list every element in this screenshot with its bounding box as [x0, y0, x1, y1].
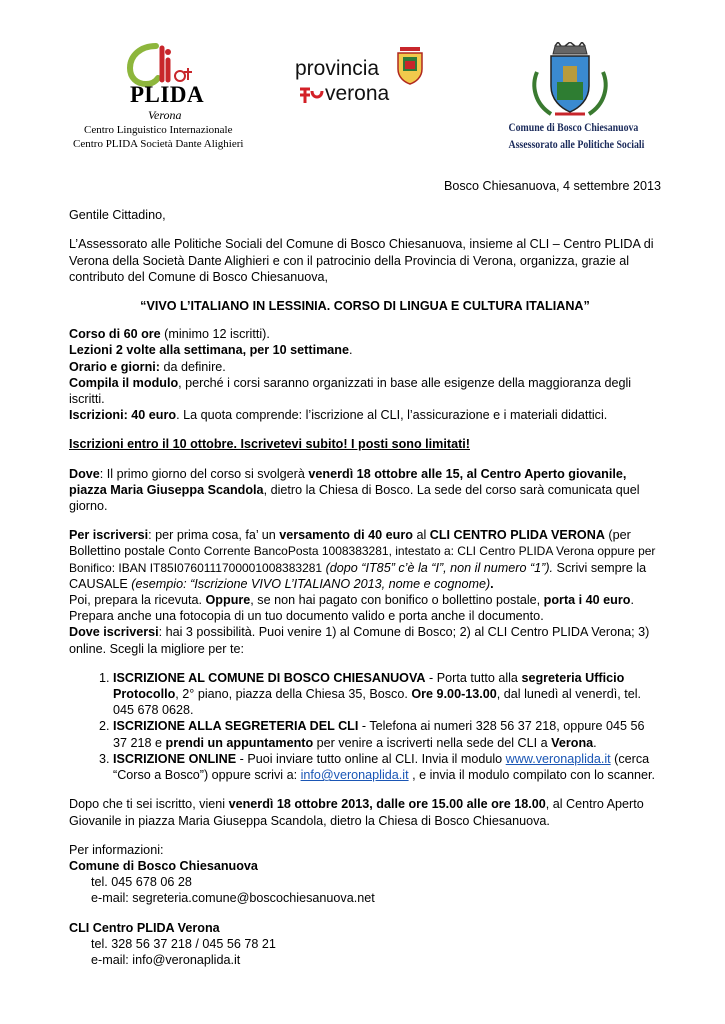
option-online-title: ISCRIZIONE ONLINE	[113, 751, 237, 766]
after-registration-paragraph	[69, 796, 661, 828]
cli-subtitle-1: Centro Linguistico Internazionale	[84, 124, 233, 136]
location-paragraph	[69, 466, 661, 515]
receipt-text-2: , se non hai pagato con bonifico o bollettino postale,	[250, 593, 544, 608]
registration-text-4: Scrivi sempre la CAUSALE	[69, 560, 647, 591]
detail-lezioni-text: .	[348, 343, 353, 358]
cli-plida-logo	[60, 40, 260, 155]
contact-comune-name: Comune di Bosco Chiesanuova	[69, 858, 258, 873]
detail-iscrizioni-text: . La quota comprende: l’iscrizione al CLI, l’assicurazione e i materiali didattici.	[176, 408, 608, 423]
letter-body	[69, 178, 661, 981]
contacts-comune	[69, 842, 661, 907]
option-online-text-1: - Puoi inviare tutto online al CLI. Invia il modulo	[236, 751, 506, 766]
option-cli-text-1: - Telefona ai numeri 328 56 37 218, oppure 045 56 37 218 e	[113, 719, 645, 750]
website-link[interactable]: www.veronaplida.it	[505, 751, 611, 766]
where-text: : hai 3 possibilità. Puoi venire 1) al Comune di Bosco; 2) al CLI Centro PLIDA Verona; 3) online. Scegli la migliore per te:	[69, 625, 650, 656]
detail-orario-text: da definire.	[159, 359, 226, 374]
location-text-1: : Il primo giorno del corso si svolgerà	[99, 466, 309, 481]
contact-cli-tel: tel. 328 56 37 218 / 045 56 78 21	[91, 936, 276, 951]
contact-cli-email: e-mail: info@veronaplida.it	[91, 952, 241, 967]
option-comune-title: ISCRIZIONE AL COMUNE DI BOSCO CHIESANUOVA	[113, 670, 426, 685]
provincia-mark-icon	[298, 85, 324, 107]
detail-corso	[69, 326, 661, 342]
option-comune-text-2: , 2° piano, piazza della Chiesa 35, Bosco.	[175, 687, 412, 702]
detail-corso-label: Corso di 60 ore	[69, 327, 161, 342]
detail-compila	[69, 375, 661, 407]
deadline-text: Iscrizioni entro il 10 ottobre. Iscrivetevi subito! I posti sono limitati!	[69, 437, 470, 452]
causale-example: (esempio: “Iscrizione VIVO L’ITALIANO 2013, nome e cognome)	[131, 576, 491, 591]
option-comune-hours: Ore 9.00-13.00	[411, 687, 497, 702]
intro-paragraph: L’Assessorato alle Politiche Sociali del Comune di Bosco Chiesanuova, insieme al CLI – Centro PLIDA di Verona della Società Dante Alighieri e con il patrocinio della Provincia di Verona, organizza, grazie al contributo del Comune di Bosco Chiesanuova,	[69, 237, 654, 284]
location-label: Dove	[69, 466, 100, 481]
provincia-crest-icon	[395, 45, 425, 85]
contacts-cli	[69, 920, 661, 969]
option-online-text-3: , e invia il modulo compilato con lo scanner.	[408, 768, 656, 783]
receipt-text-1: Poi, prepara la ricevuta.	[69, 593, 206, 608]
greeting: Gentile Cittadino,	[69, 208, 166, 223]
location-date-place: venerdì 18 ottobre alle 15, al Centro Aperto giovanile, piazza Maria Giuseppa Scandola	[69, 466, 627, 497]
document-line: Prepara anche una fotocopia di un tuo documento valido e porta anche il documento.	[69, 609, 544, 624]
where-line	[69, 624, 661, 656]
info-heading: Per informazioni:	[69, 842, 164, 857]
detail-orario-label: Orario e giorni:	[69, 359, 160, 374]
receipt-text-3: .	[630, 593, 634, 608]
detail-compila-text: , perché i corsi saranno organizzati in base alle esigenze della maggioranza degli iscritti.	[69, 375, 632, 407]
comune-crest-icon	[525, 42, 615, 120]
email-link[interactable]: info@veronaplida.it	[300, 768, 409, 783]
option-cli-text-3: .	[593, 735, 597, 750]
cli-brand: PLIDA	[130, 82, 205, 107]
cli-city: Verona	[148, 108, 182, 122]
after-date: venerdì 18 ottobre 2013, dalle ore 15.00 alle ore 18.00	[228, 797, 546, 812]
detail-orario	[69, 359, 661, 375]
option-cli-title: ISCRIZIONE ALLA SEGRETERIA DEL CLI	[113, 719, 359, 734]
verona-text: verona	[325, 82, 390, 105]
registration-options	[69, 670, 661, 783]
payment-amount: versamento di 40 euro	[279, 528, 413, 543]
iban-note: (dopo “IT85” c’è la “I”, non il numero “1”).	[322, 560, 554, 575]
course-title: “VIVO L’ITALIANO IN LESSINIA. CORSO DI LINGUA E CULTURA ITALIANA”	[140, 299, 590, 314]
option-cli	[113, 718, 661, 750]
contact-comune-tel: tel. 045 678 06 28	[91, 875, 192, 890]
registration-text-3: (per Bollettino postale	[69, 528, 631, 559]
detail-corso-text: (minimo 12 iscritti).	[160, 327, 270, 342]
comune-department: Assessorato alle Politiche Sociali	[508, 137, 645, 151]
detail-lezioni	[69, 342, 661, 358]
registration-label: Per iscriversi	[69, 528, 149, 543]
contact-cli-name: CLI Centro PLIDA Verona	[69, 920, 220, 935]
registration-text-2: al	[412, 528, 430, 543]
detail-iscrizioni-label: Iscrizioni: 40 euro	[69, 408, 177, 423]
detail-lezioni-label: Lezioni 2 volte alla settimana, per 10 settimane	[69, 343, 349, 358]
registration-paragraph	[69, 527, 661, 657]
contact-comune-email: e-mail: segreteria.comune@boscochiesanuova.net	[91, 891, 375, 906]
option-comune-office: segreteria Ufficio Protocollo	[113, 670, 625, 702]
comune-name: Comune di Bosco Chiesanuova	[508, 120, 639, 134]
provincia-text: provincia	[295, 57, 380, 80]
registration-text-5: .	[490, 576, 494, 591]
option-online	[113, 751, 661, 783]
registration-text-1: : per prima cosa, fa’ un	[148, 528, 280, 543]
option-cli-text-2: per venire a iscriverti nella sede del CLI a	[313, 735, 552, 750]
deadline-notice	[69, 436, 661, 452]
receipt-line	[69, 592, 661, 608]
option-comune	[113, 670, 661, 719]
payee-name: CLI CENTRO PLIDA VERONA	[429, 528, 605, 543]
provincia-verona-logo	[295, 45, 425, 110]
location-text-2: , dietro la Chiesa di Bosco. La sede del corso sarà comunicata quel giorno.	[69, 482, 640, 514]
receipt-oppure: Oppure	[205, 593, 251, 608]
detail-iscrizioni	[69, 407, 661, 423]
option-online-text-2: (cerca “Corso a Bosco”) oppure scrivi a:	[113, 751, 650, 783]
receipt-cash: porta i 40 euro	[543, 593, 631, 608]
after-text-1: Dopo che ti sei iscritto, vieni	[69, 797, 229, 812]
bank-details: Conto Corrente BancoPosta 1008383281, intestato a: CLI Centro PLIDA Verona oppure per Bonifico: IBAN IT85I0760111700001008383281	[69, 544, 656, 575]
cli-subtitle-2: Centro PLIDA Società Dante Alighieri	[73, 138, 244, 150]
comune-bosco-logo	[495, 42, 645, 157]
detail-compila-label: Compila il modulo	[69, 375, 179, 390]
option-cli-appointment: prendi un appuntamento	[165, 735, 314, 750]
option-comune-text-1: - Porta tutto alla	[425, 670, 522, 685]
option-cli-city: Verona	[551, 735, 594, 750]
option-comune-text-3: , dal lunedì al venerdì, tel. 045 678 0628.	[113, 687, 642, 718]
letter-date: Bosco Chiesanuova, 4 settembre 2013	[443, 179, 661, 193]
course-details	[69, 326, 661, 423]
where-label: Dove iscriversi	[69, 625, 159, 640]
after-text-2: , al Centro Aperto Giovanile in piazza Maria Giuseppa Scandola, dietro la Chiesa di Bosco Chiesanuova.	[69, 797, 644, 828]
